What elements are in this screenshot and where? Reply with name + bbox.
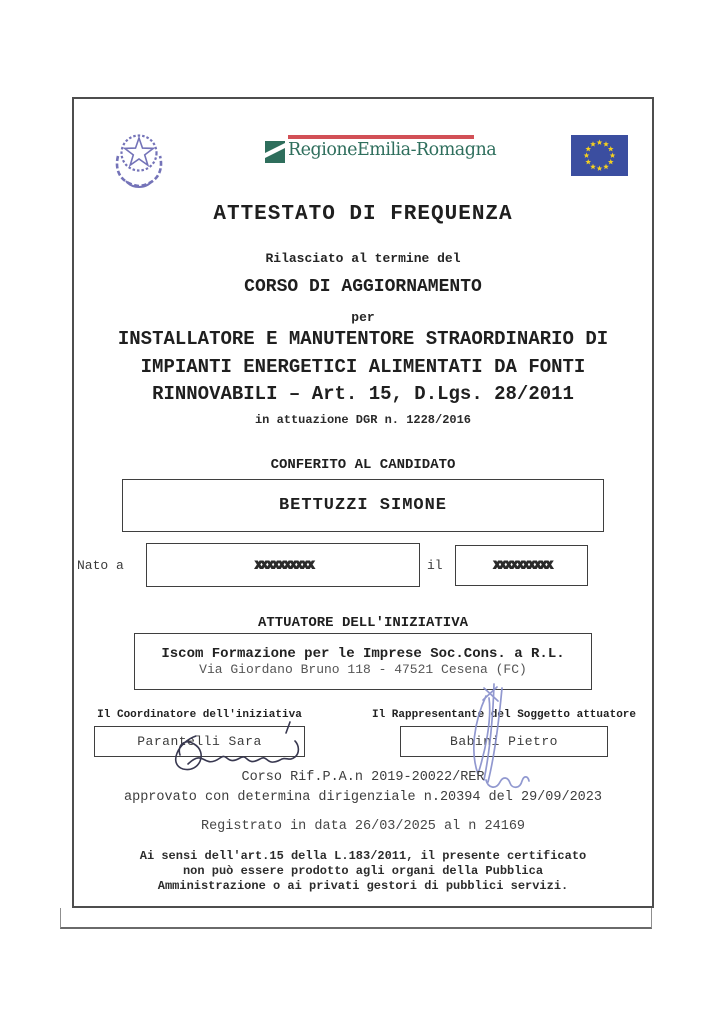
eu-flag-icon bbox=[571, 135, 628, 176]
coordinator-label: Il Coordinatore dell'iniziativa bbox=[97, 709, 302, 721]
region-logo-text: RegioneEmilia-Romagna bbox=[288, 140, 497, 160]
conferred-label: CONFERITO AL CANDIDATO bbox=[270, 457, 456, 473]
disclaimer-line2: non può essere prodotto agli organi della Pubblica bbox=[182, 864, 544, 878]
course-name-line3: RINNOVABILI – Art. 15, D.Lgs. 28/2011 bbox=[152, 383, 574, 405]
birth-place-redacted: XXXXXXXXXX bbox=[253, 557, 312, 573]
birth-date-box bbox=[455, 545, 588, 586]
disclaimer-line1: Ai sensi dell'art.15 della L.183/2011, il presente certificato bbox=[139, 849, 587, 863]
candidate-name-box bbox=[122, 479, 604, 532]
birth-place-box bbox=[146, 543, 420, 587]
provider-address: Via Giordano Bruno 118 - 47521 Cesena (FC) bbox=[199, 662, 527, 677]
representative-signature-box bbox=[400, 726, 608, 757]
representative-label: Il Rappresentante del Soggetto attuatore bbox=[371, 709, 637, 721]
provider-label: ATTUATORE DELL'INIZIATIVA bbox=[257, 615, 469, 631]
regulation-reference: in attuazione DGR n. 1228/2016 bbox=[254, 413, 472, 427]
region-logo-red-bar bbox=[288, 135, 474, 139]
born-in-label: Nato a bbox=[77, 558, 124, 573]
provider-name: Iscom Formazione per le Imprese Soc.Cons. a R.L. bbox=[161, 646, 565, 662]
candidate-name: BETTUZZI SIMONE bbox=[278, 496, 448, 515]
subtitle: Rilasciato al termine del bbox=[265, 251, 461, 266]
italy-emblem-icon bbox=[108, 126, 170, 190]
region-logo-mark-icon bbox=[265, 141, 285, 168]
provider-box bbox=[134, 633, 592, 690]
certificate-title: ATTESTATO DI FREQUENZA bbox=[213, 203, 513, 226]
course-reference-line2: approvato con determina dirigenziale n.20394 del 29/09/2023 bbox=[124, 790, 602, 805]
course-reference-line1: Corso Rif.P.A.n 2019-20022/RER bbox=[241, 770, 485, 785]
course-type: CORSO DI AGGIORNAMENTO bbox=[244, 277, 482, 297]
disclaimer-line3: Amministrazione o ai privati gestori di pubblici servizi. bbox=[157, 879, 569, 893]
preposition: per bbox=[351, 310, 375, 325]
coordinator-name: Parantelli Sara bbox=[137, 734, 262, 749]
birth-date-redacted: XXXXXXXXXX bbox=[492, 558, 551, 573]
scan-page-edge bbox=[60, 908, 652, 929]
region-emilia-romagna-logo bbox=[265, 133, 497, 167]
course-name-line1: INSTALLATORE E MANUTENTORE STRAORDINARIO DI bbox=[117, 328, 609, 350]
representative-name: Babini Pietro bbox=[450, 734, 558, 749]
course-name-line2: IMPIANTI ENERGETICI ALIMENTATI DA FONTI bbox=[140, 356, 586, 378]
born-on-label: il bbox=[427, 558, 443, 573]
registration-line: Registrato in data 26/03/2025 al n 24169 bbox=[200, 819, 526, 834]
coordinator-signature-box bbox=[94, 726, 305, 757]
